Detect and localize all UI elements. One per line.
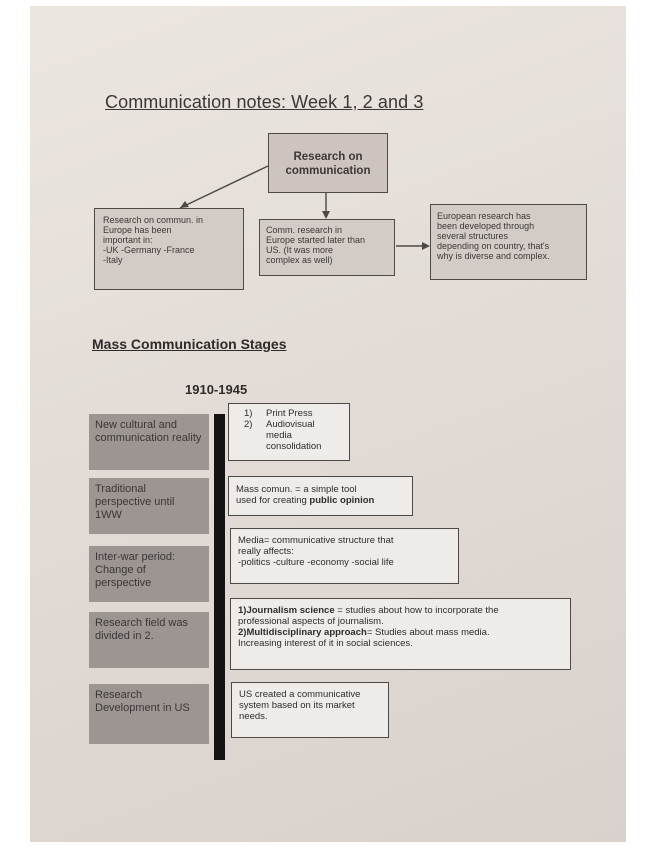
stage-label: Research Development in US xyxy=(89,684,209,744)
page-title: Communication notes: Week 1, 2 and 3 xyxy=(105,92,424,112)
section-title: Mass Communication Stages xyxy=(92,336,287,352)
stage-text: = studies about how to incorporate the xyxy=(334,605,499,616)
list-item xyxy=(244,408,342,419)
list-number xyxy=(244,441,266,452)
stage-bold-text: public opinion xyxy=(309,495,375,506)
diagram-root-box xyxy=(268,133,388,193)
stage-line xyxy=(236,495,405,506)
stage-line: US created a communicative xyxy=(239,689,361,700)
diagram-right-box xyxy=(430,204,587,280)
stage-text: used for creating xyxy=(236,495,310,506)
list-item xyxy=(244,419,342,441)
stage-bold-text: 1)Journalism science xyxy=(238,605,335,616)
right-box-line: European research has xyxy=(437,211,531,221)
stage-box xyxy=(228,403,350,461)
middle-box-line: complex as well) xyxy=(266,255,333,265)
diagram-middle-box xyxy=(259,219,395,276)
right-box-line: been developed through xyxy=(437,221,535,231)
middle-box-line: Comm. research in xyxy=(266,225,343,235)
stage-line xyxy=(238,605,563,616)
list-item xyxy=(244,441,342,452)
stage-label: Research field was divided in 2. xyxy=(89,612,209,668)
stage-bold-text: 2)Multidisciplinary approach xyxy=(238,627,367,638)
right-box-line: why is diverse and complex. xyxy=(437,251,550,261)
list-number: 1) xyxy=(244,408,253,419)
left-box-line: Europe has been xyxy=(103,225,172,235)
left-box-line: Research on commun. in xyxy=(103,215,204,225)
stage-label: Traditional perspective until 1WW xyxy=(89,478,209,534)
stage-line xyxy=(238,627,563,638)
middle-box-line: Europe started later than xyxy=(266,235,366,245)
left-box-line: -Italy xyxy=(103,255,123,265)
stage-box xyxy=(228,476,413,516)
stage-box xyxy=(230,598,571,670)
stage-text: = Studies about mass media. xyxy=(366,627,490,638)
stage-box xyxy=(230,528,459,584)
stage-list xyxy=(244,408,342,452)
stage-line: Media= communicative structure that xyxy=(238,535,394,546)
stage-line: Mass comun. = a simple tool xyxy=(236,484,357,495)
stage-line: needs. xyxy=(239,711,268,722)
stage-line: Increasing interest of it in social sciences. xyxy=(238,638,413,649)
left-box-line: -UK -Germany -France xyxy=(103,245,195,255)
middle-box-line: US. (It was more xyxy=(266,245,334,255)
list-text: Audiovisual media xyxy=(266,419,315,441)
stage-label: Inter-war period: Change of perspective xyxy=(89,546,209,602)
list-text: Print Press xyxy=(266,408,313,419)
stage-label: New cultural and communication reality xyxy=(89,414,209,470)
list-number: 2) xyxy=(244,419,253,430)
stage-line: really affects: xyxy=(238,546,294,557)
stage-line: professional aspects of journalism. xyxy=(238,616,384,627)
left-box-line: important in: xyxy=(103,235,153,245)
right-box-line: depending on country, that's xyxy=(437,241,550,251)
period-heading: 1910-1945 xyxy=(185,382,248,397)
right-box-line: several structures xyxy=(437,231,509,241)
photographed-page xyxy=(30,6,626,842)
stage-line: -politics -culture -economy -social life xyxy=(238,557,394,568)
diagram-root-text: Research on communication xyxy=(285,151,371,177)
diagram-left-box xyxy=(94,208,244,290)
timeline-bar xyxy=(214,414,225,760)
stage-box xyxy=(231,682,389,738)
stage-line: system based on its market xyxy=(239,700,355,711)
list-text: consolidation xyxy=(266,441,322,452)
